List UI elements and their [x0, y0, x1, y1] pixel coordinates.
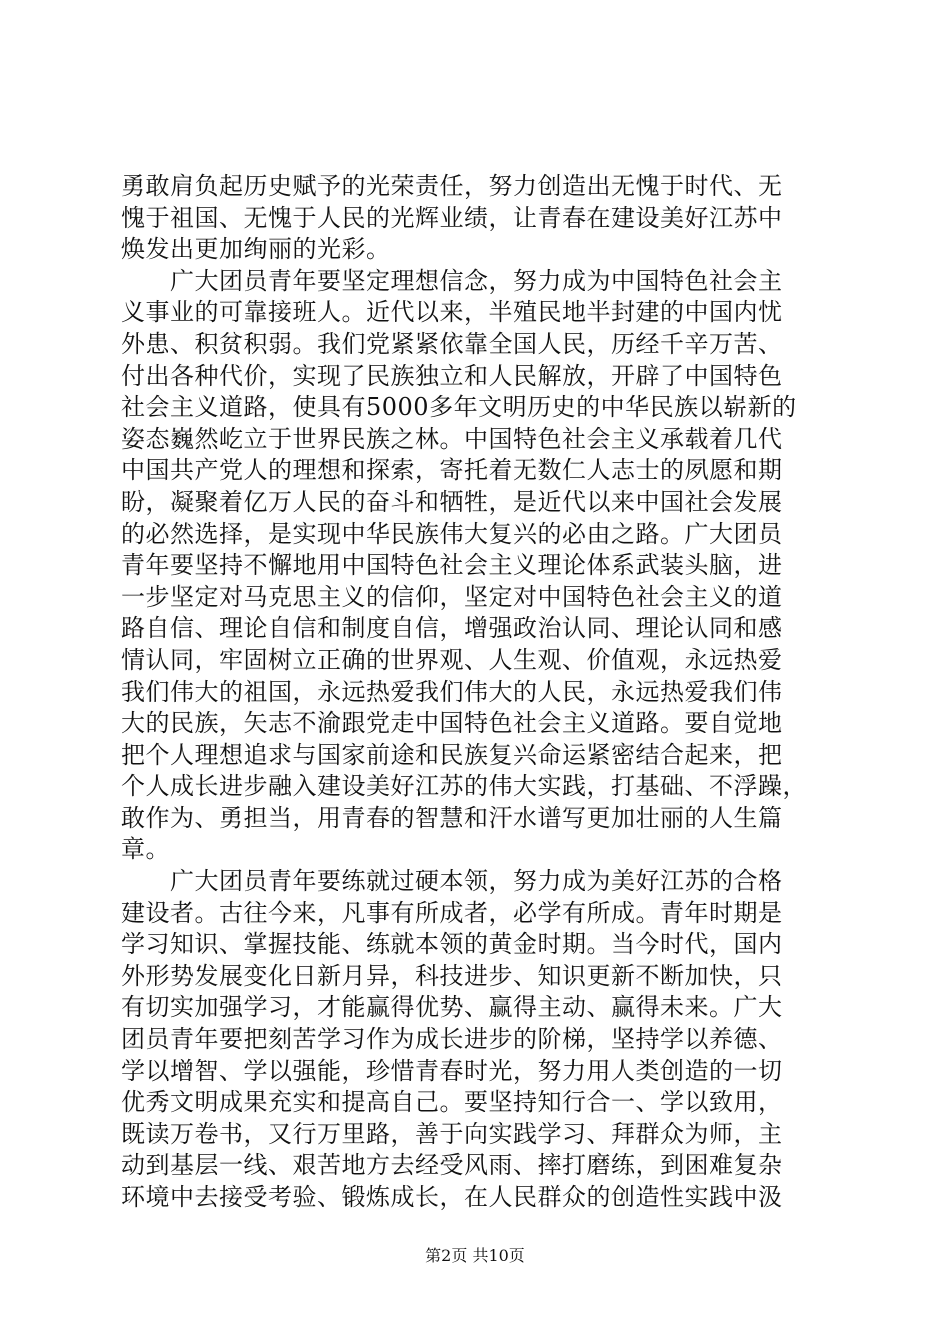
text-line: 环境中去接受考验、锻炼成长，在人民群众的创造性实践中汲: [121, 1183, 783, 1211]
text-line: 大的民族，矢志不渝跟党走中国特色社会主义道路。要自觉地: [121, 709, 783, 738]
text-line: 盼，凝聚着亿万人民的奋斗和牺牲，是近代以来中国社会发展: [121, 487, 783, 516]
text-line: 广大团员青年要坚定理想信念，努力成为中国特色社会主: [121, 266, 783, 295]
text-line: 外患、积贫积弱。我们党紧紧依靠全国人民，历经千辛万苦、: [121, 329, 783, 358]
page-footer: [0, 1246, 950, 1266]
document-body: [121, 171, 841, 1214]
text-line: 外形势发展变化日新月异，科技进步、知识更新不断加快，只: [121, 961, 783, 990]
text-line: 情认同，牢固树立正确的世界观、人生观、价值观，永远热爱: [121, 645, 783, 674]
text-line: 焕发出更加绚丽的光彩。: [121, 235, 391, 264]
text-line: 敢作为、勇担当，用青春的智慧和汗水谱写更加壮丽的人生篇: [121, 803, 783, 832]
text-line: 团员青年要把刻苦学习作为成长进步的阶梯，坚持学以养德、: [121, 1025, 783, 1054]
text-line: 青年要坚持不懈地用中国特色社会主义理论体系武装头脑，进: [121, 551, 783, 580]
text-line: 愧于祖国、无愧于人民的光辉业绩，让青春在建设美好江苏中: [121, 203, 783, 232]
text-line: 姿态巍然屹立于世界民族之林。中国特色社会主义承载着几代: [121, 424, 783, 453]
text-line: 路自信、理论自信和制度自信，增强政治认同、理论认同和感: [121, 614, 783, 643]
text-line: 个人成长进步融入建设美好江苏的伟大实践，打基础、不浮躁，: [121, 772, 807, 801]
text-line: 我们伟大的祖国，永远热爱我们伟大的人民，永远热爱我们伟: [121, 677, 783, 706]
text-line: 把个人理想追求与国家前途和民族复兴命运紧密结合起来，把: [121, 740, 783, 769]
text-line: 建设者。古往今来，凡事有所成者，必学有所成。青年时期是: [121, 898, 783, 927]
text-line: 勇敢肩负起历史赋予的光荣责任，努力创造出无愧于时代、无: [121, 172, 783, 200]
text-line: 学以增智、学以强能，珍惜青春时光，努力用人类创造的一切: [121, 1056, 783, 1085]
text-line: 学习知识、掌握技能、练就本领的黄金时期。当今时代，国内: [121, 930, 783, 959]
text-line: 广大团员青年要练就过硬本领，努力成为美好江苏的合格: [121, 867, 783, 896]
text-line: 优秀文明成果充实和提高自己。要坚持知行合一、学以致用，: [121, 1088, 783, 1117]
text-line: 动到基层一线、艰苦地方去经受风雨、摔打磨练，到困难复杂: [121, 1151, 783, 1180]
text-line: 章。: [121, 835, 170, 864]
text-line: 付出各种代价，实现了民族独立和人民解放，开辟了中国特色: [121, 361, 783, 390]
text-line: 有切实加强学习，才能赢得优势、赢得主动、赢得未来。广大: [121, 993, 783, 1022]
page-number: 第2页 共10页: [425, 1246, 525, 1265]
text-line: 既读万卷书，又行万里路，善于向实践学习、拜群众为师，主: [121, 1119, 783, 1148]
text-line: 一步坚定对马克思主义的信仰，坚定对中国特色社会主义的道: [121, 582, 783, 611]
text-line: 的必然选择，是实现中华民族伟大复兴的必由之路。广大团员: [121, 519, 783, 548]
text-line: 义事业的可靠接班人。近代以来，半殖民地半封建的中国内忧: [121, 298, 783, 327]
text-line: 社会主义道路，使具有5000多年文明历史的中华民族以崭新的: [121, 393, 797, 422]
text-line: 中国共产党人的理想和探索，寄托着无数仁人志士的夙愿和期: [121, 456, 783, 485]
